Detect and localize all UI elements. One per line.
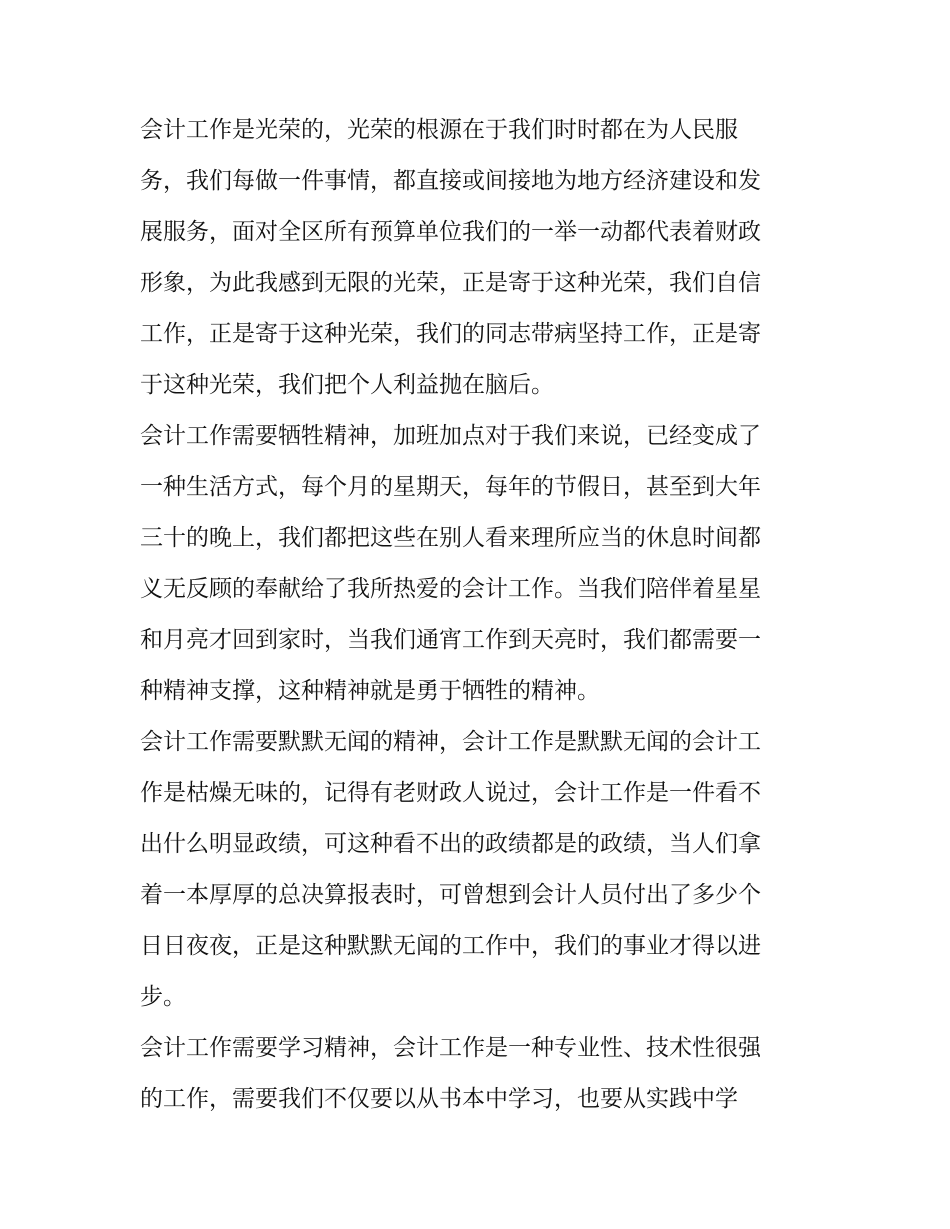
paragraph-honor: 会计工作是光荣的，光荣的根源在于我们时时都在为人民服 务，我们每做一件事情，都直接或间接地为地方经济建设和发 展服务，面对全区所有预算单位我们的一举一动都代表着财政 形象，为此我感到无限的光荣，正是寄于这种光荣，我们自信 工作，正是寄于这种光荣，我们的同志带病坚持工作，正是寄 于这种光荣，我们把个人利益抛在脑后。 <box>140 117 761 398</box>
paragraph-silent-dedication: 会计工作需要默默无闻的精神，会计工作是默默无闻的会计工 作是枯燥无味的，记得有老财政人说过，会计工作是一件看不 出什么明显政绩，可这种看不出的政绩都是的政绩，当人们拿 着一本厚厚的总决算报表时，可曾想到会计人员付出了多少个 日日夜夜，正是这种默默无闻的工作中，我们的事业才得以进 步。 <box>140 729 761 1010</box>
paragraph-sacrifice: 会计工作需要牺牲精神，加班加点对于我们来说，已经变成了 一种生活方式，每个月的星期天，每年的节假日，甚至到大年 三十的晚上，我们都把这些在别人看来理所应当的休息时间都 义无反顾的奉献给了我所热爱的会计工作。当我们陪伴着星星 和月亮才回到家时，当我们通宵工作到天亮时，我们都需要一 种精神支撑，这种精神就是勇于牺牲的精神。 <box>140 423 761 704</box>
document-body <box>140 105 812 1125</box>
paragraph-learning: 会计工作需要学习精神，会计工作是一种专业性、技术性很强 的工作，需要我们不仅要以从书本中学习，也要从实践中学 <box>140 1035 761 1112</box>
